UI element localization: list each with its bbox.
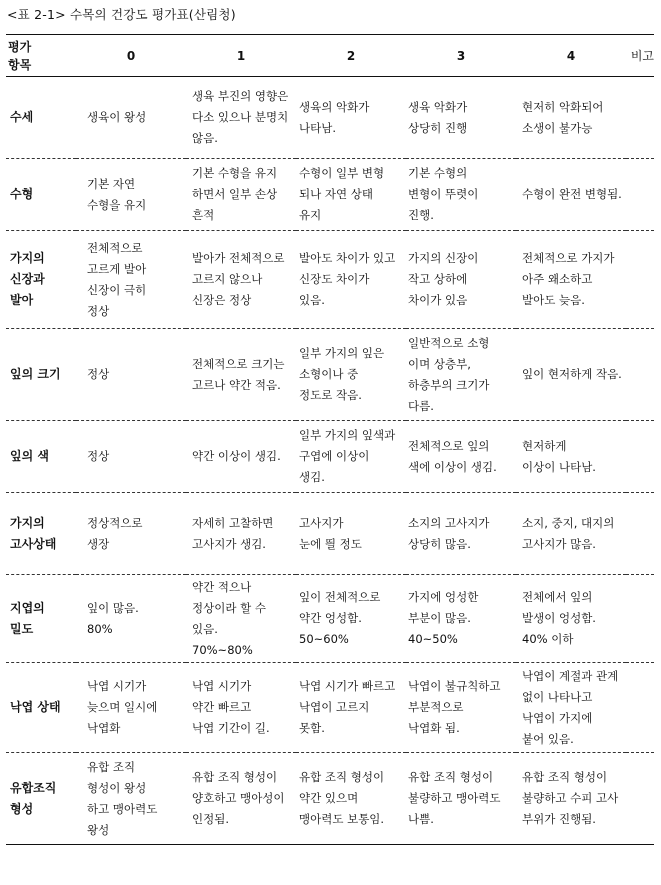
header-grade-1: 1	[186, 35, 296, 77]
cell-text-line: 구엽에 이상이	[299, 449, 370, 463]
note-cell	[626, 753, 654, 845]
cell-text-line: 약간 있으며	[299, 791, 359, 805]
table-row	[6, 77, 654, 159]
cell-text-line: 정상	[87, 449, 110, 463]
cell-text-line: 정상	[87, 367, 110, 381]
grade-4-cell	[516, 159, 626, 231]
cell-text-line: 이며 상층부,	[408, 356, 471, 371]
header-item-line: 평가	[8, 39, 32, 54]
grade-0-cell	[76, 421, 186, 493]
cell-text-line: 전체적으로 크기는	[192, 356, 285, 371]
cell-text-line: 전체적으로 가지가	[522, 251, 615, 265]
grade-4-cell	[516, 231, 626, 329]
cell-text-line: 정도로 작음.	[299, 388, 362, 402]
item-label-line: 지엽의	[10, 600, 45, 615]
cell-text-line: 소지, 중지, 대지의	[522, 515, 615, 530]
cell-text-line: 일부 가지의 잎색과	[299, 428, 396, 442]
table-row	[6, 753, 654, 845]
table-row	[6, 575, 654, 663]
header-item-line: 항목	[8, 57, 32, 72]
cell-text-line: 발아도 늦음.	[522, 293, 585, 307]
cell-text-line: 기본 수형의	[408, 166, 468, 180]
cell-text-line: 다름.	[408, 398, 434, 413]
grade-0-cell	[76, 329, 186, 421]
cell-text-line: 가지에 엉성한	[408, 590, 479, 604]
cell-text-line: 40% 이하	[522, 632, 574, 646]
grade-0-cell	[76, 493, 186, 575]
cell-text-line: 일부 가지의 잎은	[299, 346, 385, 360]
table-row	[6, 493, 654, 575]
cell-text-line: 못함.	[299, 721, 325, 735]
cell-text-line: 나타남.	[299, 120, 336, 135]
row-item-label	[6, 753, 76, 845]
cell-text-line: 낙엽이 가지에	[522, 710, 593, 725]
cell-text-line: 수형을 유지	[87, 197, 147, 212]
table-body	[6, 77, 654, 845]
note-cell	[626, 575, 654, 663]
row-item-label	[6, 493, 76, 575]
cell-text-line: 잎이 현저하게 작음.	[522, 367, 622, 381]
cell-text-line: 이상이 나타남.	[522, 459, 596, 474]
grade-0-cell	[76, 663, 186, 753]
cell-text-line: 생장	[87, 536, 110, 551]
cell-text-line: 신장이 극히	[87, 282, 147, 297]
cell-text-line: 기본 수형을 유지	[192, 166, 278, 180]
grade-2-cell	[296, 329, 406, 421]
row-item-label	[6, 77, 76, 159]
header-grade-3: 3	[406, 35, 516, 77]
grade-1-cell	[186, 421, 296, 493]
cell-text-line: 유합 조직 형성이	[522, 770, 608, 784]
table-row	[6, 159, 654, 231]
grade-4-cell	[516, 421, 626, 493]
cell-text-line: 낙엽 시기가 빠르고	[299, 679, 396, 693]
cell-text-line: 약간 엉성함.	[299, 611, 362, 625]
cell-text-line: 고르지 않으나	[192, 272, 263, 286]
cell-text-line: 고사지가	[299, 515, 344, 530]
grade-2-cell	[296, 421, 406, 493]
grade-4-cell	[516, 493, 626, 575]
cell-text-line: 맹아력도 보통임.	[299, 812, 385, 826]
item-label-line: 수형	[10, 187, 34, 201]
cell-text-line: 없이 나타나고	[522, 689, 593, 704]
cell-text-line: 생육이 왕성	[87, 110, 147, 124]
grade-1-cell	[186, 753, 296, 845]
grade-2-cell	[296, 231, 406, 329]
cell-text-line: 80%	[87, 621, 113, 636]
cell-text-line: 되나 자연 상태	[299, 187, 373, 201]
cell-text-line: 상당히 진행	[408, 120, 468, 135]
table-row	[6, 663, 654, 753]
cell-text-line: 왕성	[87, 822, 110, 837]
cell-text-line: 부위가 진행됨.	[522, 812, 596, 826]
table-row	[6, 231, 654, 329]
note-cell	[626, 493, 654, 575]
cell-text-line: 정상적으로	[87, 515, 143, 530]
cell-text-line: 낙엽화	[87, 721, 121, 735]
grade-1-cell	[186, 77, 296, 159]
grade-4-cell	[516, 77, 626, 159]
item-label-line: 잎의 크기	[10, 367, 61, 381]
cell-text-line: 낙엽 기간이 길.	[192, 721, 270, 735]
cell-text-line: 고르게 발아	[87, 261, 147, 276]
cell-text-line: 50~60%	[299, 632, 349, 646]
note-cell	[626, 231, 654, 329]
cell-text-line: 신장도 차이가	[299, 272, 370, 286]
cell-text-line: 불량하고 맹아력도	[408, 791, 501, 805]
row-item-label	[6, 575, 76, 663]
cell-text-line: 현저히 악화되어	[522, 99, 604, 114]
cell-text-line: 생육 부진의 영향은	[192, 89, 289, 103]
cell-text-line: 소지의 고사지가	[408, 515, 490, 530]
cell-text-line: 양호하고 맹아성이	[192, 791, 285, 805]
cell-text-line: 생육 악화가	[408, 99, 468, 114]
grade-2-cell	[296, 493, 406, 575]
grade-3-cell	[406, 493, 516, 575]
cell-text-line: 눈에 띌 정도	[299, 536, 362, 551]
grade-4-cell	[516, 663, 626, 753]
grade-3-cell	[406, 753, 516, 845]
cell-text-line: 전체적으로	[87, 240, 143, 255]
cell-text-line: 낙엽이 고르지	[299, 700, 370, 714]
cell-text-line: 정상이라 할 수	[192, 600, 266, 615]
cell-text-line: 하층부의 크기가	[408, 377, 490, 392]
cell-text-line: 늦으며 일시에	[87, 700, 158, 714]
cell-text-line: 약간 이상이 생김.	[192, 449, 281, 463]
item-label-line: 가지의	[10, 515, 45, 530]
row-item-label	[6, 663, 76, 753]
header-item	[6, 35, 76, 77]
grade-3-cell	[406, 231, 516, 329]
item-label-line: 밀도	[10, 621, 34, 636]
health-evaluation-table	[6, 34, 654, 845]
cell-text-line: 낙엽이 계절과 관계	[522, 668, 619, 683]
note-cell	[626, 421, 654, 493]
grade-3-cell	[406, 159, 516, 231]
cell-text-line: 다소 있으나 분명치	[192, 110, 289, 124]
cell-text-line: 발아도 차이가 있고	[299, 251, 396, 265]
cell-text-line: 낙엽 시기가	[192, 679, 252, 693]
cell-text-line: 자세히 고찰하면	[192, 515, 274, 530]
header-note: 비고	[626, 35, 654, 77]
cell-text-line: 붙어 있음.	[522, 731, 574, 746]
table-caption: <표 2-1> 수목의 건강도 평가표(산림청)	[7, 7, 236, 22]
cell-text-line: 낙엽이 불규칙하고	[408, 679, 501, 693]
cell-text-line: 유합 조직	[87, 759, 136, 774]
grade-4-cell	[516, 329, 626, 421]
cell-text-line: 발아가 전체적으로	[192, 251, 285, 265]
cell-text-line: 하면서 일부 손상	[192, 187, 278, 201]
item-label-line: 발아	[10, 293, 34, 307]
grade-2-cell	[296, 159, 406, 231]
header-row	[6, 35, 654, 77]
grade-1-cell	[186, 493, 296, 575]
grade-4-cell	[516, 575, 626, 663]
grade-1-cell	[186, 575, 296, 663]
cell-text-line: 형성이 왕성	[87, 780, 147, 795]
grade-4-cell	[516, 753, 626, 845]
item-label-line: 신장과	[10, 272, 45, 286]
table-row	[6, 421, 654, 493]
cell-text-line: 인정됨.	[192, 812, 229, 826]
cell-text-line: 신장은 정상	[192, 293, 252, 307]
grade-3-cell	[406, 329, 516, 421]
cell-text-line: 현저하게	[522, 438, 567, 453]
cell-text-line: 상당히 많음.	[408, 536, 471, 551]
cell-text-line: 불량하고 수피 고사	[522, 791, 619, 805]
cell-text-line: 차이가 있음	[408, 293, 468, 307]
cell-text-line: 기본 자연	[87, 176, 136, 191]
cell-text-line: 전체적으로 잎의	[408, 438, 490, 453]
grade-0-cell	[76, 77, 186, 159]
cell-text-line: 생육의 악화가	[299, 99, 370, 114]
row-item-label	[6, 159, 76, 231]
cell-text-line: 부분이 많음.	[408, 611, 471, 625]
item-label-line: 낙엽 상태	[10, 700, 61, 714]
cell-text-line: 정상	[87, 303, 110, 318]
cell-text-line: 수형이 완전 변형됨.	[522, 187, 622, 201]
cell-text-line: 잎이 전체적으로	[299, 590, 381, 604]
note-cell	[626, 77, 654, 159]
cell-text-line: 작고 상하에	[408, 272, 468, 286]
row-item-label	[6, 329, 76, 421]
row-item-label	[6, 421, 76, 493]
item-label-line: 유합조직	[10, 780, 57, 795]
cell-text-line: 유합 조직 형성이	[299, 770, 385, 784]
cell-text-line: 유합 조직 형성이	[192, 770, 278, 784]
item-label-line: 고사상태	[10, 536, 57, 551]
cell-text-line: 소생이 불가능	[522, 120, 593, 135]
item-label-line: 잎의 색	[10, 449, 49, 463]
cell-text-line: 발생이 엉성함.	[522, 611, 596, 625]
cell-text-line: 70%~80%	[192, 642, 253, 657]
cell-text-line: 낙엽 시기가	[87, 679, 147, 693]
grade-3-cell	[406, 77, 516, 159]
item-label-line: 형성	[10, 801, 34, 816]
grade-0-cell	[76, 231, 186, 329]
grade-1-cell	[186, 159, 296, 231]
cell-text-line: 고르나 약간 적음.	[192, 377, 281, 392]
cell-text-line: 전체에서 잎의	[522, 590, 593, 604]
note-cell	[626, 663, 654, 753]
table-row	[6, 329, 654, 421]
grade-3-cell	[406, 421, 516, 493]
grade-3-cell	[406, 575, 516, 663]
cell-text-line: 낙엽화 됨.	[408, 721, 460, 735]
cell-text-line: 색에 이상이 생김.	[408, 459, 497, 474]
cell-text-line: 소형이나 중	[299, 367, 359, 381]
grade-1-cell	[186, 231, 296, 329]
note-cell	[626, 159, 654, 231]
cell-text-line: 고사지가 생김.	[192, 536, 266, 551]
row-item-label	[6, 231, 76, 329]
cell-text-line: 있음.	[299, 293, 325, 307]
item-label-line: 수세	[10, 110, 34, 124]
cell-text-line: 있음.	[192, 621, 218, 636]
cell-text-line: 약간 빠르고	[192, 700, 252, 714]
header-grade-4: 4	[516, 35, 626, 77]
grade-1-cell	[186, 329, 296, 421]
cell-text-line: 변형이 뚜렷이	[408, 187, 479, 201]
cell-text-line: 생김.	[299, 470, 325, 484]
header-grade-0: 0	[76, 35, 186, 77]
grade-0-cell	[76, 753, 186, 845]
cell-text-line: 40~50%	[408, 632, 458, 646]
grade-2-cell	[296, 663, 406, 753]
grade-3-cell	[406, 663, 516, 753]
cell-text-line: 수형이 일부 변형	[299, 166, 385, 180]
cell-text-line: 않음.	[192, 131, 218, 145]
grade-0-cell	[76, 575, 186, 663]
cell-text-line: 고사지가 많음.	[522, 536, 596, 551]
grade-2-cell	[296, 575, 406, 663]
header-grade-2: 2	[296, 35, 406, 77]
cell-text-line: 약간 적으나	[192, 579, 252, 594]
cell-text-line: 진행.	[408, 208, 434, 222]
cell-text-line: 흔적	[192, 208, 215, 222]
cell-text-line: 잎이 많음.	[87, 600, 139, 615]
grade-1-cell	[186, 663, 296, 753]
cell-text-line: 유지	[299, 208, 322, 222]
cell-text-line: 아주 왜소하고	[522, 272, 593, 286]
cell-text-line: 일반적으로 소형	[408, 335, 490, 350]
cell-text-line: 가지의 신장이	[408, 251, 479, 265]
cell-text-line: 나쁨.	[408, 812, 434, 826]
grade-0-cell	[76, 159, 186, 231]
cell-text-line: 유합 조직 형성이	[408, 770, 494, 784]
item-label-line: 가지의	[10, 251, 45, 265]
note-cell	[626, 329, 654, 421]
grade-2-cell	[296, 753, 406, 845]
cell-text-line: 하고 맹아력도	[87, 801, 158, 816]
grade-2-cell	[296, 77, 406, 159]
cell-text-line: 부분적으로	[408, 700, 464, 714]
